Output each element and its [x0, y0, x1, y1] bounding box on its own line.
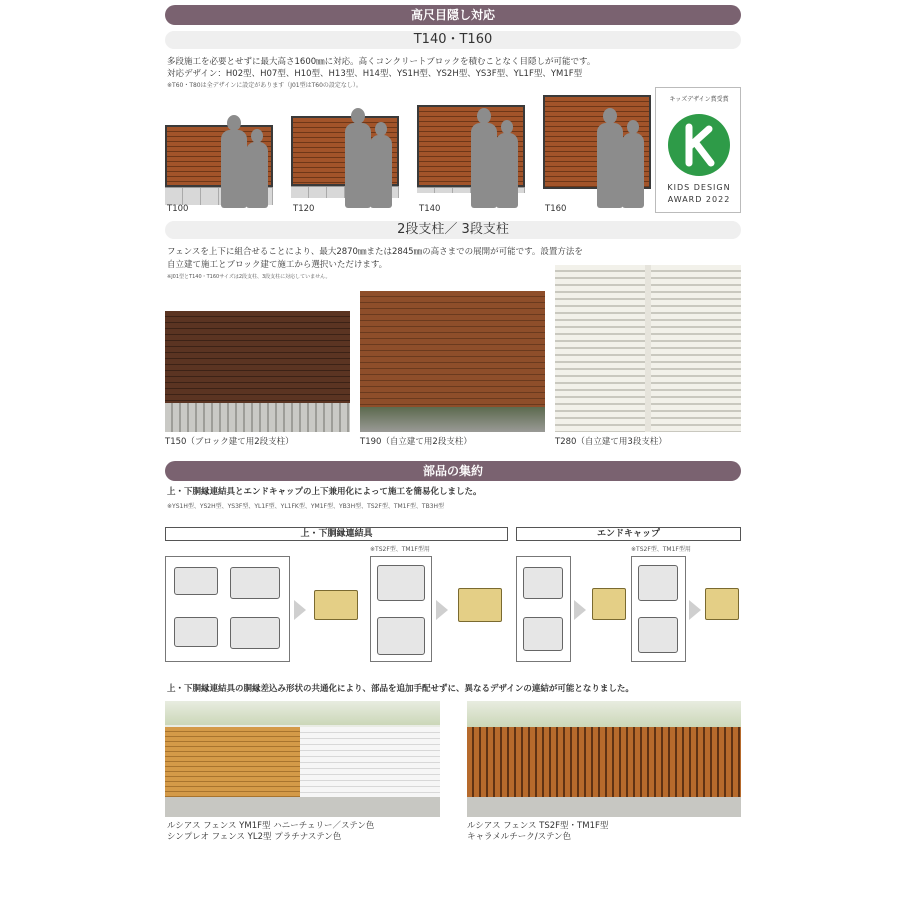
- connector-part-icon: [174, 617, 218, 647]
- connector-unified-part-icon: [458, 588, 502, 622]
- person-head-icon: [477, 108, 491, 124]
- person-head-icon: [501, 120, 513, 134]
- person-silhouette-icon: [345, 123, 371, 208]
- fence-post: [645, 265, 651, 432]
- sky-trees: [165, 701, 440, 725]
- connector-old-parts-panel: [165, 556, 290, 662]
- person-silhouette-icon: [622, 133, 644, 208]
- award-line-2: AWARD 2022: [667, 195, 731, 204]
- fence-ym1f: [165, 727, 300, 797]
- caption-left-1: ルシアス フェンス YM1F型 ハニーチェリー／ステン色: [167, 821, 375, 831]
- person-head-icon: [375, 122, 387, 136]
- fence-yl2: [300, 727, 440, 797]
- person-silhouette-icon: [597, 123, 623, 208]
- caption-t280: T280（自立建て用3段支柱）: [555, 437, 667, 447]
- caption-right-2: キャラメルチーク/ステン色: [467, 832, 572, 842]
- end-cap-unified-part-icon: [705, 588, 739, 620]
- section-subtitle-posts: 2段支柱／ 3段支柱: [165, 221, 741, 239]
- end-cap-ts-parts-panel: [631, 556, 686, 662]
- block-wall: [165, 403, 350, 432]
- posts-line-2: 自立建て施工とブロック建て施工から選択いただけます。: [167, 260, 388, 270]
- kids-design-logo-icon: [667, 113, 731, 177]
- person-head-icon: [603, 108, 617, 124]
- person-silhouette-icon: [246, 142, 268, 208]
- arrow-right-icon: [436, 600, 448, 620]
- photo-t280: [555, 265, 741, 432]
- section-subtitle-sizes: T140・T160: [165, 31, 741, 49]
- award-line-1: KIDS DESIGN: [667, 183, 731, 192]
- connector-part-icon: [230, 567, 280, 599]
- person-silhouette-icon: [221, 130, 247, 208]
- end-cap-part-icon: [638, 617, 678, 653]
- photo-t150: [165, 311, 350, 432]
- fence-height-figure-t140: [417, 100, 527, 215]
- caption-right-1: ルシアス フェンス TS2F型・TM1F型: [467, 821, 609, 831]
- person-head-icon: [351, 108, 365, 124]
- person-silhouette-icon: [496, 133, 518, 208]
- fence-slats: [360, 291, 545, 407]
- end-cap-note: ※TS2F型、TM1F型用: [631, 546, 691, 553]
- caption-t150: T150（ブロック建て用2段支柱）: [165, 437, 294, 447]
- description-line-2: 対応デザイン：H02型、H07型、H10型、H13型、H14型、YS1H型、YS2H型、YS3F型、YL1F型、YM1F型: [167, 69, 583, 79]
- posts-note: ※J01型とT140・T160サイズは2段支柱、3段支柱に対応していません。: [167, 274, 331, 280]
- connector-part-icon: [230, 617, 280, 649]
- end-cap-part-icon: [523, 567, 563, 599]
- award-top-text: キッズデザイン賞受賞: [669, 96, 729, 103]
- person-head-icon: [227, 115, 241, 131]
- parts-note: ※YS1H型、YS2H型、YS3F型、YL1F型、YL1FK型、YM1F型、YB3H型、TS2F型、TM1F型、TB3H型: [167, 503, 445, 510]
- fence-ts2f-tm1f: [467, 727, 741, 797]
- section-title-high-screen: 高尺目隠し対応: [165, 5, 741, 25]
- photo-t190: [360, 291, 545, 432]
- connector-part-icon: [174, 567, 218, 595]
- parts-line-1: 上・下胴縁連結具とエンドキャップの上下兼用化によって施工を簡易化しました。: [167, 487, 482, 497]
- ground: [360, 407, 545, 432]
- connector-ts-parts-panel: [370, 556, 432, 662]
- caption-t190: T190（自立建て用2段支柱）: [360, 437, 472, 447]
- connector-note: ※TS2F型、TM1F型用: [370, 546, 430, 553]
- arrow-right-icon: [294, 600, 306, 620]
- height-label-t120: T120: [293, 204, 315, 214]
- posts-line-1: フェンスを上下に組合せることにより、最大2870㎜または2845㎜の高さまでの展開が可能です。設置方法を: [167, 247, 583, 257]
- fence-slats: [165, 311, 350, 403]
- person-silhouette-icon: [370, 135, 392, 208]
- person-head-icon: [627, 120, 639, 134]
- person-head-icon: [251, 129, 263, 143]
- parts-line-2: 上・下胴縁連結具の胴縁差込み形状の共通化により、部品を追加手配せずに、異なるデザインの連結が可能となりました。: [167, 684, 634, 694]
- end-cap-part-icon: [638, 565, 678, 601]
- section-title-parts: 部品の集約: [165, 461, 741, 481]
- end-cap-unified-part-icon: [592, 588, 626, 620]
- kids-design-award-badge: [655, 87, 741, 213]
- height-label-t160: T160: [545, 204, 567, 214]
- height-label-t140: T140: [419, 204, 441, 214]
- fence-height-figure-t120: [291, 108, 401, 215]
- description-note: ※T60・T80は全デザインに設定があります（J01型はT60の設定なし）。: [167, 82, 362, 89]
- connector-unified-part-icon: [314, 590, 358, 620]
- height-label-t100: T100: [167, 204, 189, 214]
- photo-mixed-design-right: [467, 701, 741, 817]
- box-title-end-cap: エンドキャップ: [516, 527, 741, 541]
- ground: [165, 797, 440, 817]
- box-title-connector: 上・下胴縁連結具: [165, 527, 508, 541]
- description-line-1: 多段施工を必要とせずに最大高さ1600㎜に対応。高くコンクリートブロックを積むことなく目隠しが可能です。: [167, 57, 596, 67]
- sky-trees: [467, 701, 741, 727]
- arrow-right-icon: [689, 600, 701, 620]
- connector-part-icon: [377, 565, 425, 601]
- photo-mixed-design-left: [165, 701, 440, 817]
- caption-left-2: シンプレオ フェンス YL2型 プラチナステン色: [167, 832, 342, 842]
- end-cap-old-parts-panel: [516, 556, 571, 662]
- ground: [467, 797, 741, 817]
- fence-height-figure-t100: [165, 115, 275, 215]
- end-cap-part-icon: [523, 617, 563, 651]
- arrow-right-icon: [574, 600, 586, 620]
- fence-height-figure-t160: [543, 92, 653, 215]
- connector-part-icon: [377, 617, 425, 655]
- person-silhouette-icon: [471, 123, 497, 208]
